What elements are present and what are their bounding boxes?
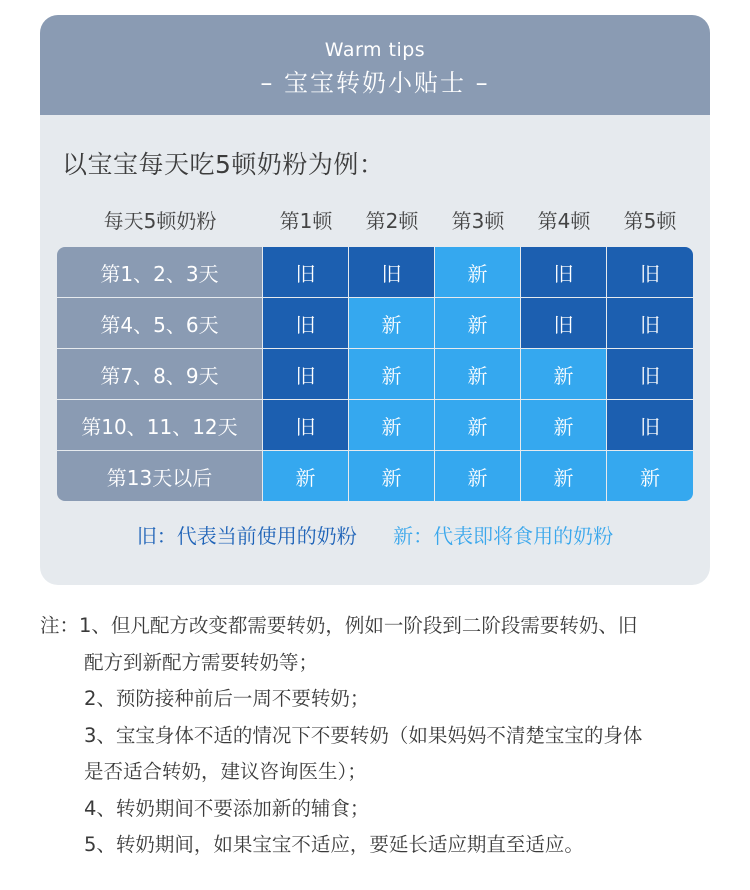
cell-new: 新: [349, 400, 434, 450]
cell-new: 新: [435, 451, 520, 501]
row-label: 第13天以后: [57, 451, 262, 501]
legend-new: 新：代表即将食用的奶粉: [393, 524, 614, 548]
cell-new: 新: [435, 298, 520, 348]
cell-new: 新: [349, 349, 434, 399]
cell-new: 新: [263, 451, 348, 501]
table-header-row: [57, 205, 693, 235]
cell-old: 旧: [521, 247, 606, 297]
feeding-schedule-table: [57, 247, 693, 501]
header-english-title: Warm tips: [324, 39, 426, 61]
cell-old: 旧: [263, 298, 348, 348]
cell-old: 旧: [263, 400, 348, 450]
cell-old: 旧: [263, 247, 348, 297]
cell-old: 旧: [607, 298, 693, 348]
cell-new: 新: [349, 298, 434, 348]
cell-old: 旧: [607, 349, 693, 399]
cell-old: 旧: [521, 298, 606, 348]
cell-old: 旧: [263, 349, 348, 399]
column-header: 第5顿: [623, 209, 677, 233]
row-label: 第4、5、6天: [57, 298, 262, 348]
notes-section: [40, 608, 730, 864]
note-line: 5、转奶期间，如果宝宝不适应，要延长适应期直至适应。: [84, 833, 584, 856]
table-row: [57, 247, 693, 297]
legend-old: 旧：代表当前使用的奶粉: [136, 524, 357, 548]
cell-new: 新: [521, 400, 606, 450]
card-header: [40, 15, 710, 115]
column-header: 第4顿: [537, 209, 591, 233]
note-line: 配方到新配方需要转奶等；: [84, 650, 319, 674]
column-header: 第1顿: [279, 209, 333, 233]
row-label: 第1、2、3天: [57, 247, 262, 297]
cell-new: 新: [521, 349, 606, 399]
cell-old: 旧: [607, 247, 693, 297]
cell-old: 旧: [349, 247, 434, 297]
table-corner-label: 每天5顿奶粉: [103, 209, 217, 233]
note-line: 注：1、但凡配方改变都需要转奶，例如一阶段到二阶段需要转奶、旧: [40, 614, 638, 637]
intro-text: 以宝宝每天吃5顿奶粉为例：: [62, 150, 385, 179]
table-row: [57, 298, 693, 348]
note-line: 4、转奶期间不要添加新的辅食；: [84, 796, 370, 820]
header-chinese-title: – 宝宝转奶小贴士 –: [260, 69, 490, 97]
cell-new: 新: [521, 451, 606, 501]
table-row: [57, 400, 693, 450]
cell-new: 新: [435, 247, 520, 297]
cell-new: 新: [349, 451, 434, 501]
tips-card: [40, 15, 710, 585]
cell-new: 新: [607, 451, 693, 501]
cell-old: 旧: [607, 400, 693, 450]
note-line: 是否适合转奶，建议咨询医生）；: [84, 760, 367, 783]
column-header: 第2顿: [365, 209, 419, 233]
note-line: 3、宝宝身体不适的情况下不要转奶（如果妈妈不清楚宝宝的身体: [84, 723, 643, 747]
column-header: 第3顿: [451, 209, 505, 233]
table-row: [57, 451, 693, 501]
note-line: 2、预防接种前后一周不要转奶；: [84, 687, 370, 710]
table-row: [57, 349, 693, 399]
row-label: 第10、11、12天: [57, 400, 262, 450]
legend: [40, 520, 710, 549]
row-label: 第7、8、9天: [57, 349, 262, 399]
cell-new: 新: [435, 349, 520, 399]
cell-new: 新: [435, 400, 520, 450]
